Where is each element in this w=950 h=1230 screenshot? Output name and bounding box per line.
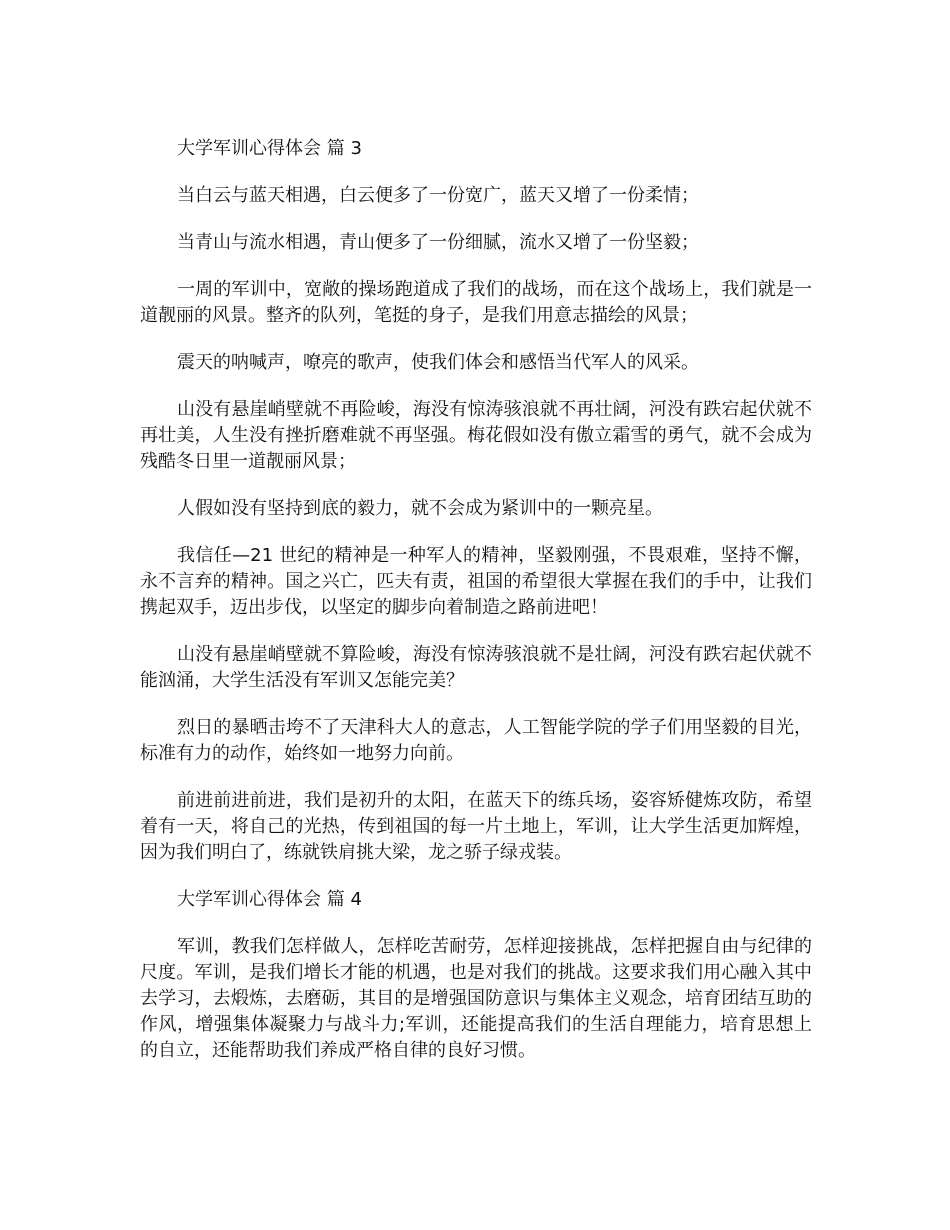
paragraph: 军训，教我们怎样做人，怎样吃苦耐劳，怎样迎接挑战，怎样把握自由与纪律的尺度。军训，是我们增长才能的机遇，也是对我们的挑战。这要求我们用心融入其中去学习，去煅炼，去磨砺，其目的是增强国防意识与集体主义观念，培育团结互助的作风，增强集体凝聚力与战斗力;军训，还能提高我们的生活自理能力，培育思想上的自立，还能帮助我们养成严格自律的良好习惯。 [140,936,812,1061]
paragraph: 一周的军训中，宽敞的操场跑道成了我们的战场，而在这个战场上，我们就是一道靓丽的风景。整齐的队列，笔挺的身子，是我们用意志描绘的风景； [140,279,812,326]
paragraph: 山没有悬崖峭壁就不再险峻，海没有惊涛骇浪就不再壮阔，河没有跌宕起伏就不再壮美，人生没有挫折磨难就不再坚强。梅花假如没有傲立霜雪的勇气，就不会成为残酷冬日里一道靓丽风景； [140,399,812,472]
paragraph: 当青山与流水相遇，青山便多了一份细腻，流水又增了一份坚毅； [177,232,699,253]
paragraph: 烈日的暴晒击垮不了天津科大人的意志，人工智能学院的学子们用坚毅的目光，标准有力的动作，始终如一地努力向前。 [140,717,812,764]
section-heading-3: 大学军训心得体会 篇 3 [177,138,362,159]
section-heading-4: 大学军训心得体会 篇 4 [177,889,362,910]
paragraph: 前进前进前进，我们是初升的太阳，在蓝天下的练兵场，姿容矫健炼攻防，希望着有一天，将自己的光热，传到祖国的每一片土地上，军训，让大学生活更加辉煌，因为我们明白了，练就铁肩挑大梁，龙之骄子绿戎装。 [140,790,812,863]
paragraph: 当白云与蓝天相遇，白云便多了一份宽广，蓝天又增了一份柔情； [177,185,699,206]
paragraph: 我信任—21 世纪的精神是一种军人的精神，坚毅刚强，不畏艰难，坚持不懈，永不言弃的精神。国之兴亡，匹夫有责，祖国的希望很大掌握在我们的手中，让我们携起双手，迈出步伐，以坚定的脚步向着制造之路前进吧！ [140,545,812,618]
document-body [140,136,812,1085]
paragraph: 山没有悬崖峭壁就不算险峻，海没有惊涛骇浪就不是壮阔，河没有跌宕起伏就不能汹涌，大学生活没有军训又怎能完美？ [140,644,812,691]
paragraph: 人假如没有坚持到底的毅力，就不会成为紧训中的一颗亮星。 [177,498,663,519]
paragraph: 震天的呐喊声，嘹亮的歌声，使我们体会和感悟当代军人的风采。 [177,352,699,373]
